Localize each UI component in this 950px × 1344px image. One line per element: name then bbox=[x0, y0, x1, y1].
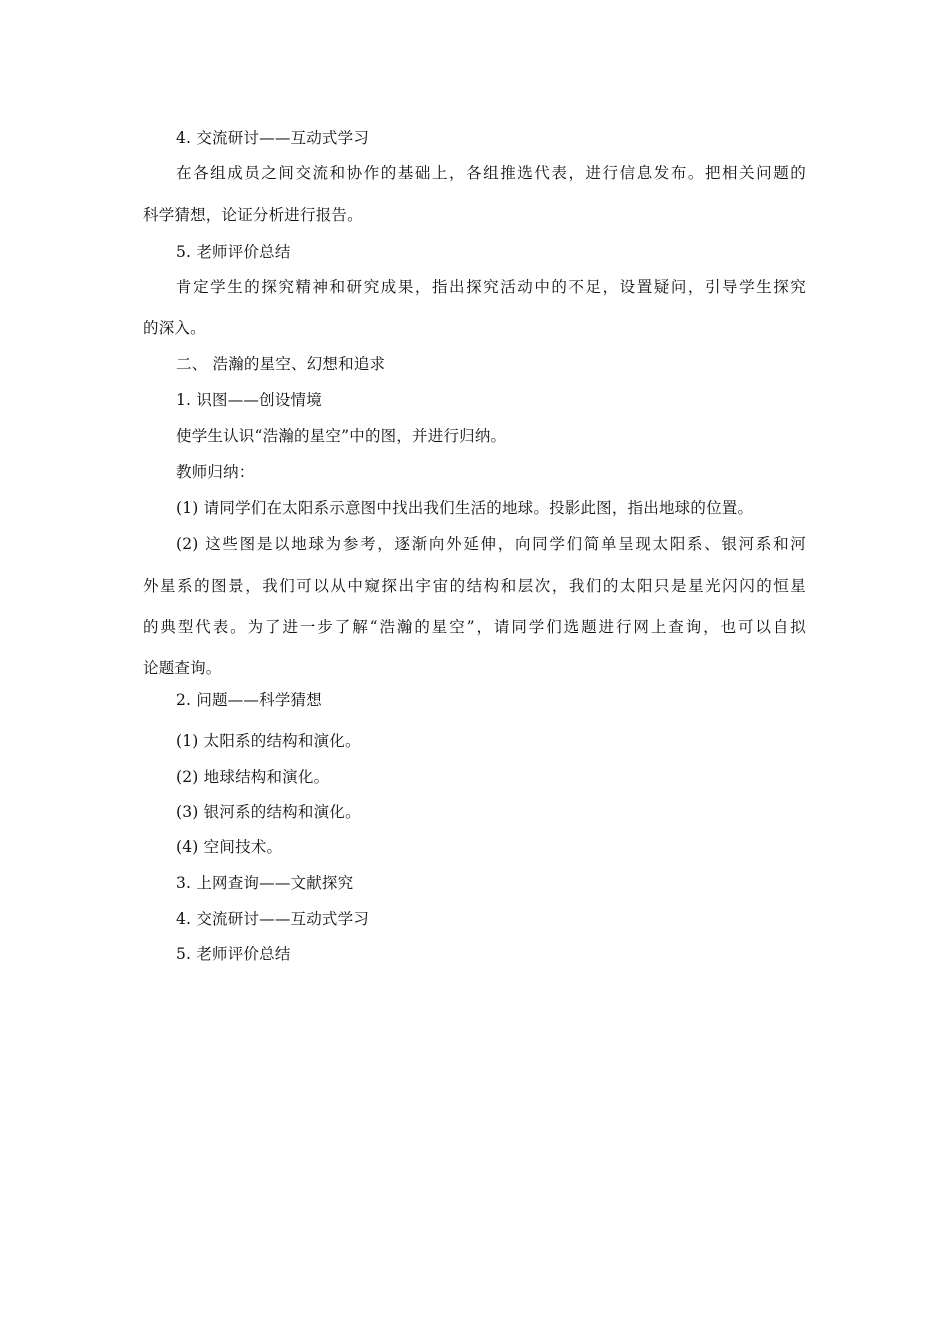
summary-point-2-line1: (2) 这些图是以地球为参考，逐渐向外延伸，向同学们简单呈现太阳系、银河系和河 bbox=[176, 535, 806, 553]
topic-3: (3) 银河系的结构和演化。 bbox=[176, 803, 361, 821]
section1-item5-para-line1: 肯定学生的探究精神和研究成果，指出探究活动中的不足，设置疑问，引导学生探究 bbox=[176, 278, 806, 296]
summary-label: 教师归纳： bbox=[176, 463, 255, 481]
topic-2: (2) 地球结构和演化。 bbox=[176, 768, 330, 786]
section2-heading: 二、 浩瀚的星空、幻想和追求 bbox=[176, 355, 386, 373]
summary-point-2-line2: 外星系的图景，我们可以从中窥探出宇宙的结构和层次，我们的太阳只是星光闪闪的恒星 bbox=[143, 577, 806, 595]
section2-item3-heading: 3. 上网查询——文献探究 bbox=[176, 874, 354, 892]
section2-item5-heading: 5. 老师评价总结 bbox=[176, 945, 291, 963]
section1-item4-para-line1: 在各组成员之间交流和协作的基础上，各组推选代表，进行信息发布。把相关问题的 bbox=[176, 164, 806, 182]
summary-point-2-line4: 论题查询。 bbox=[143, 659, 222, 677]
section1-item4-para-line2: 科学猜想，论证分析进行报告。 bbox=[143, 206, 363, 224]
section2-item1-heading: 1. 识图——创设情境 bbox=[176, 391, 322, 409]
section2-item2-heading: 2. 问题——科学猜想 bbox=[176, 691, 322, 709]
section2-item1-para: 使学生认识“浩瀚的星空”中的图，并进行归纳。 bbox=[176, 427, 507, 445]
section1-item5-para-line2: 的深入。 bbox=[143, 319, 206, 337]
section1-item5-heading: 5. 老师评价总结 bbox=[176, 243, 291, 261]
topic-1: (1) 太阳系的结构和演化。 bbox=[176, 732, 361, 750]
section2-item4-heading: 4. 交流研讨——互动式学习 bbox=[176, 910, 370, 928]
summary-point-2-line3: 的典型代表。为了进一步了解“浩瀚的星空”，请同学们选题进行网上查询，也可以自拟 bbox=[143, 618, 806, 636]
summary-point-1: (1) 请同学们在太阳系示意图中找出我们生活的地球。投影此图，指出地球的位置。 bbox=[176, 499, 754, 517]
topic-4: (4) 空间技术。 bbox=[176, 838, 283, 856]
section1-item4-heading: 4. 交流研讨——互动式学习 bbox=[176, 129, 370, 147]
